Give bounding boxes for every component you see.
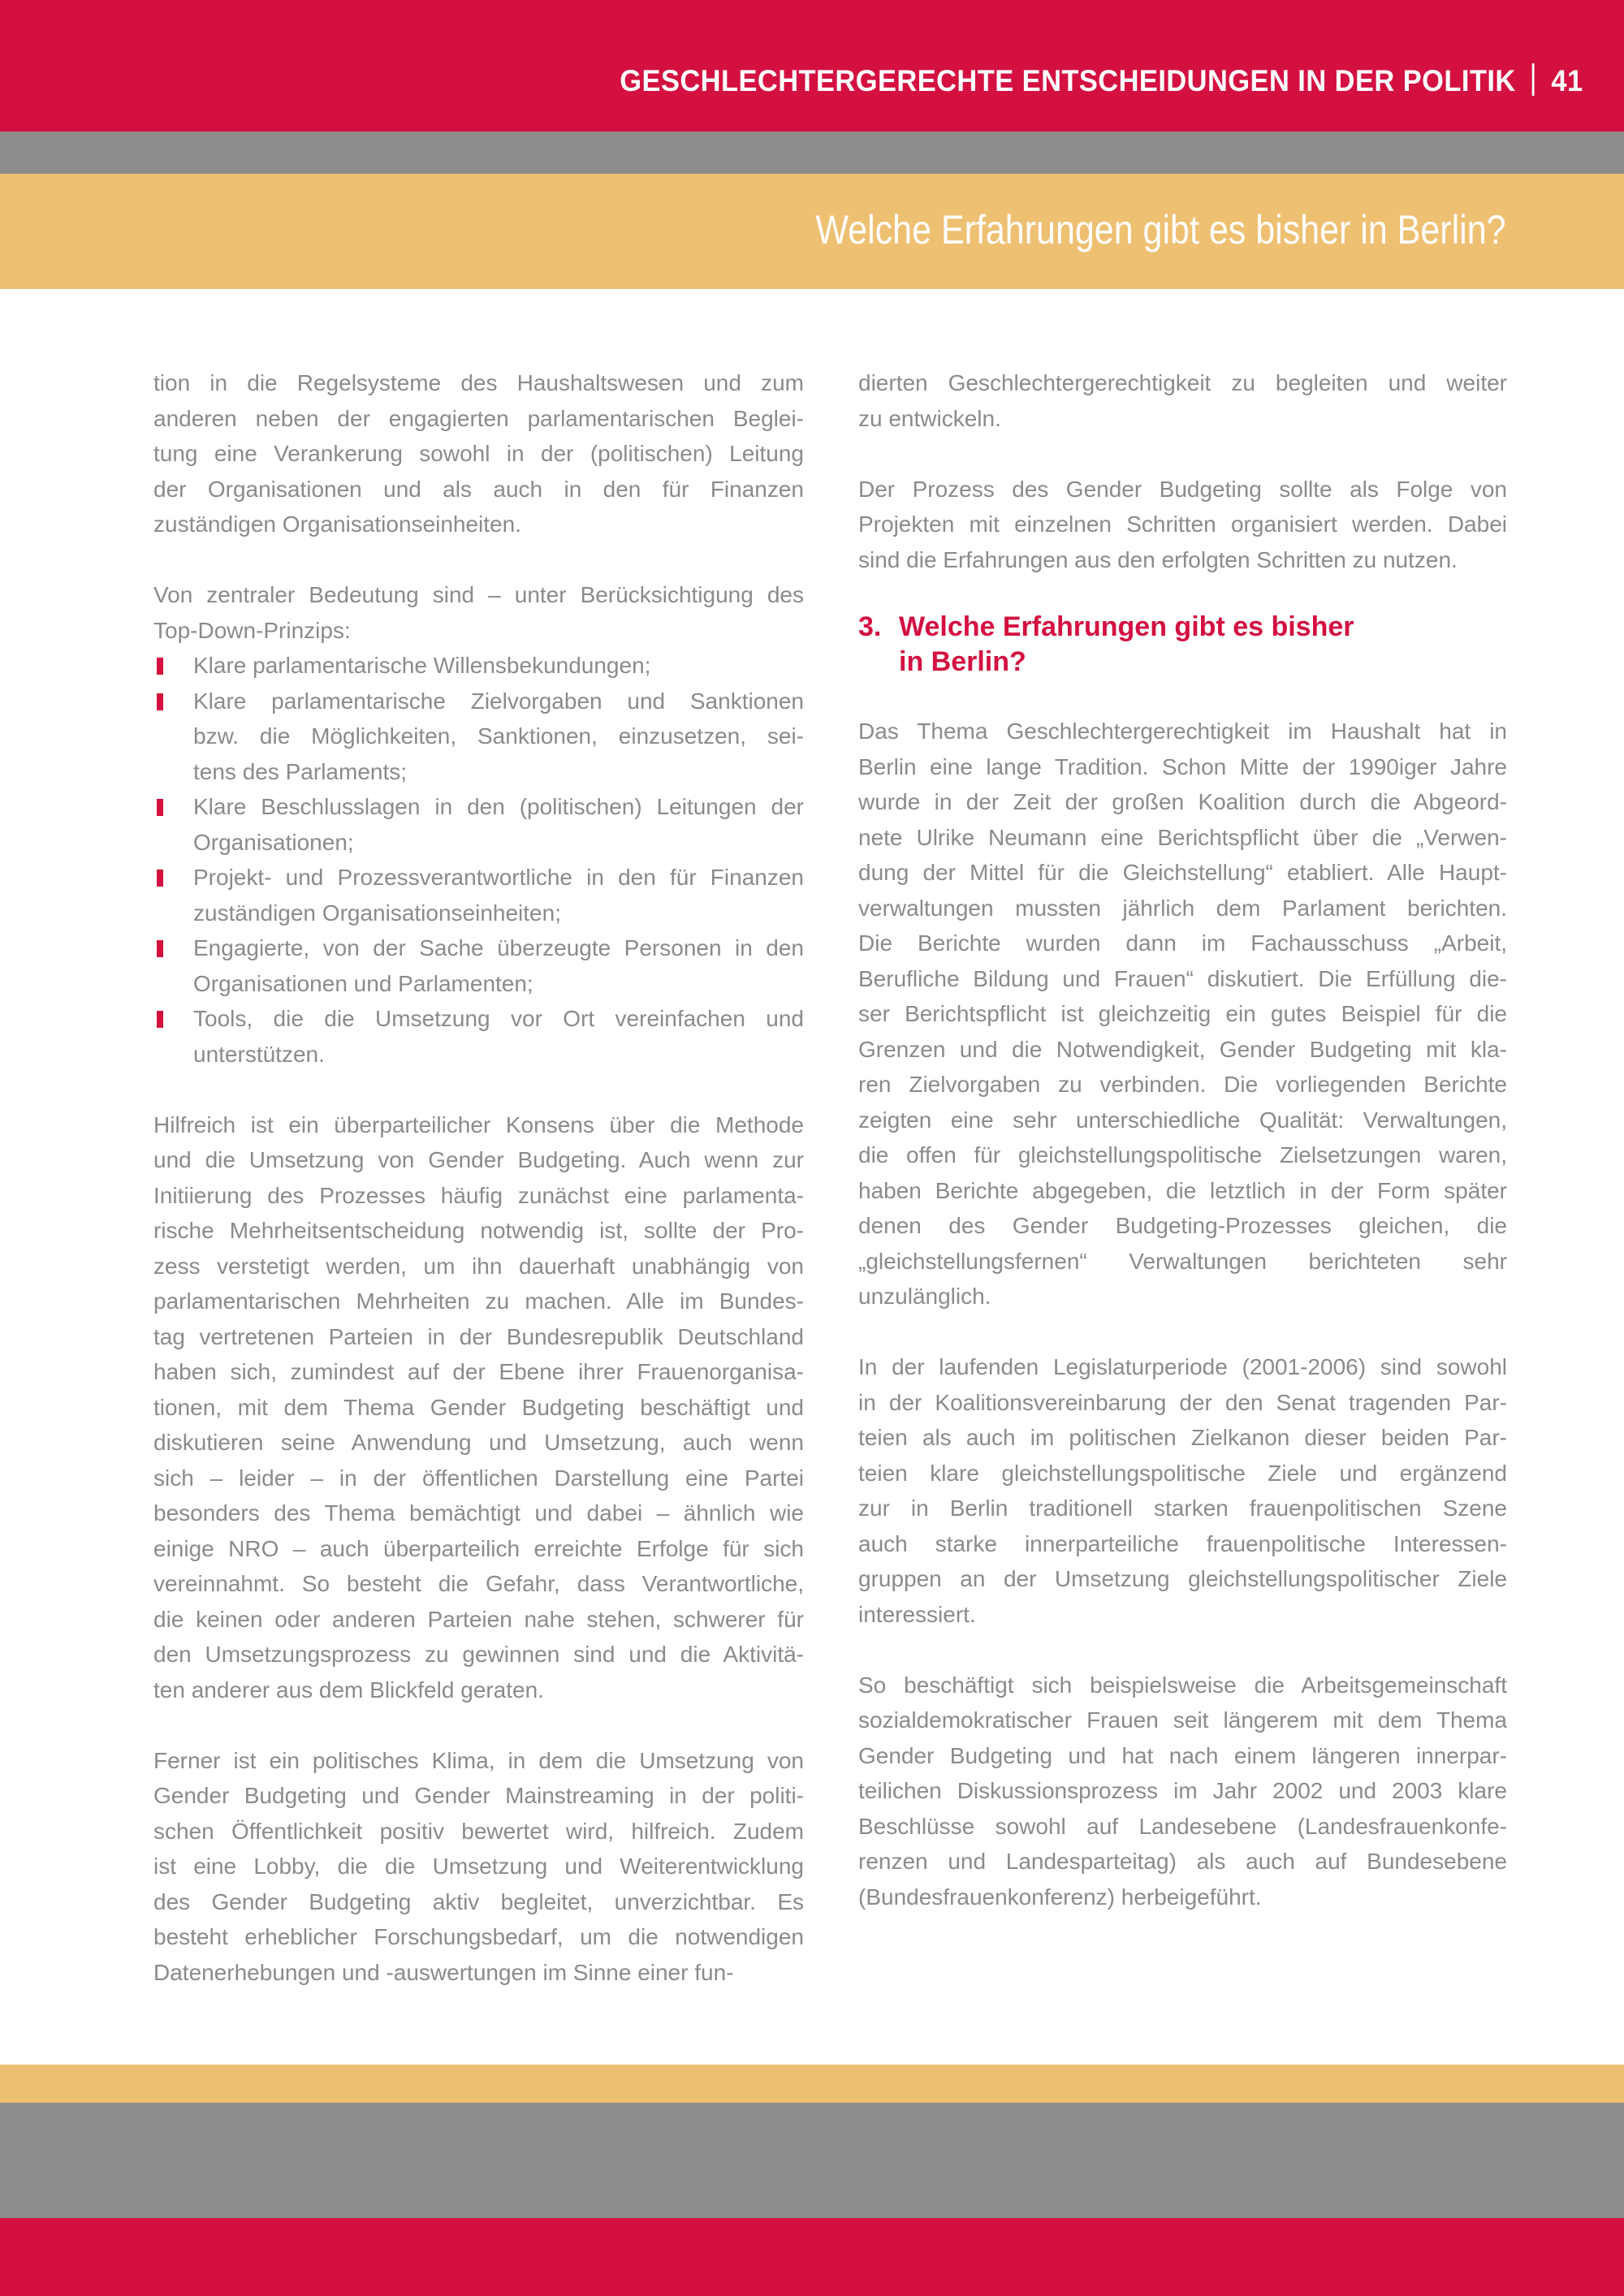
text-line: anderen neben der engagierten parlamentarischen Beglei- bbox=[153, 405, 804, 431]
text-line: Beschlüsse sowohl auf Landesebene (Landesfrauenkonfe- bbox=[858, 1813, 1507, 1839]
bullet-item bbox=[153, 648, 804, 684]
text-line: Engagierte, von der Sache überzeugte Personen in den bbox=[193, 935, 804, 960]
text-line: zuständigen Organisationseinheiten; bbox=[193, 900, 561, 926]
text-line: rische Mehrheitsentscheidung notwendig ist, sollte der Pro- bbox=[153, 1218, 804, 1243]
text-line: besteht erheblicher Forschungsbedarf, um die notwendigen bbox=[153, 1924, 804, 1949]
paragraph bbox=[858, 472, 1507, 578]
text-line: renzen und Landesparteitag) als auch auf Bundesebene bbox=[858, 1849, 1507, 1874]
text-line: Organisationen und Parlamenten; bbox=[193, 970, 533, 996]
text-line: sind die Erfahrungen aus den erfolgten Schritten zu nutzen. bbox=[858, 546, 1458, 572]
text-line: Gender Budgeting und Gender Mainstreaming in der politi- bbox=[153, 1783, 804, 1808]
text-line: gruppen an der Umsetzung gleichstellungspolitischer Ziele bbox=[858, 1566, 1507, 1591]
text-line: Gender Budgeting und hat nach einem längeren innerpar- bbox=[858, 1742, 1507, 1768]
text-line: teien klare gleichstellungspolitische Ziele und ergänzend bbox=[858, 1460, 1507, 1486]
bullet-square-icon bbox=[157, 940, 163, 957]
bullet-square-icon bbox=[157, 870, 163, 887]
paragraph bbox=[153, 365, 804, 542]
bullet-square-icon bbox=[157, 1011, 163, 1028]
text-line: denen des Gender Budgeting-Prozesses gleichen, die bbox=[858, 1213, 1507, 1238]
text-line: besonders des Thema bemächtigt und dabei – ähnlich wie bbox=[153, 1500, 804, 1526]
text-line: schen Öffentlichkeit positiv bewertet wird, hilfreich. Zudem bbox=[153, 1818, 804, 1844]
text-line: Klare parlamentarische Zielvorgaben und Sanktionen bbox=[193, 688, 804, 714]
bullet-item bbox=[153, 684, 804, 790]
text-line: sozialdemokratischer Frauen seit längerem mit dem Thema bbox=[858, 1707, 1507, 1733]
text-line: teien als auch im politischen Zielkanon dieser beiden Par- bbox=[858, 1425, 1507, 1450]
text-line: tionen, mit dem Thema Gender Budgeting beschäftigt und bbox=[153, 1394, 804, 1420]
text-line: dierten Geschlechtergerechtigkeit zu begleiten und weiter bbox=[858, 370, 1507, 395]
text-line: die keinen oder anderen Parteien nahe stehen, schwerer für bbox=[153, 1606, 804, 1632]
text-line: der Organisationen und als auch in den für Finanzen bbox=[153, 476, 804, 502]
separator bbox=[1533, 63, 1535, 96]
text-line: tion in die Regelsysteme des Haushaltswesen und zum bbox=[153, 370, 804, 395]
page-number: 41 bbox=[1551, 64, 1583, 97]
heading-line: in Berlin? bbox=[899, 646, 1026, 677]
text-line: interessiert. bbox=[858, 1601, 976, 1627]
text-line: unterstützen. bbox=[193, 1041, 325, 1067]
text-line: Organisationen; bbox=[193, 829, 354, 855]
text-line: Top-Down-Prinzips: bbox=[153, 617, 351, 643]
text-line: Klare Beschlusslagen in den (politischen) Leitungen der bbox=[193, 794, 804, 819]
text-line: ist eine Lobby, die die Umsetzung und Weiterentwicklung bbox=[153, 1854, 804, 1879]
text-line: Berlin eine lange Tradition. Schon Mitte der 1990iger Jahre bbox=[858, 753, 1507, 779]
heading-number: 3. bbox=[858, 611, 882, 642]
right-column bbox=[858, 365, 1507, 1950]
text-line: zur in Berlin traditionell starken frauenpolitischen Szene bbox=[858, 1495, 1507, 1521]
paragraph bbox=[858, 1349, 1507, 1632]
text-line: bzw. die Möglichkeiten, Sanktionen, einzusetzen, sei- bbox=[193, 723, 804, 749]
text-line: Tools, die die Umsetzung vor Ort vereinfachen und bbox=[193, 1006, 804, 1031]
text-line: tag vertretenen Parteien in der Bundesrepublik Deutschland bbox=[153, 1323, 804, 1349]
paragraph bbox=[858, 365, 1507, 436]
text-line: Berufliche Bildung und Frauen“ diskutiert. Die Erfüllung die- bbox=[858, 965, 1507, 991]
text-line: verwaltungen mussten jährlich dem Parlament berichten. bbox=[858, 895, 1507, 921]
paragraph bbox=[858, 714, 1507, 1314]
text-line: Der Prozess des Gender Budgeting sollte als Folge von bbox=[858, 476, 1507, 502]
heading-line: Welche Erfahrungen gibt es bisher bbox=[899, 611, 1354, 642]
text-line: den Umsetzungsprozess zu gewinnen sind und die Aktivitä- bbox=[153, 1642, 804, 1667]
text-line: „gleichstellungsfernen“ Verwaltungen berichteten sehr bbox=[858, 1248, 1507, 1274]
bullet-square-icon bbox=[157, 658, 163, 675]
text-line: und die Umsetzung von Gender Budgeting. Auch wenn zur bbox=[153, 1147, 804, 1172]
text-line: zeigten eine sehr unterschiedliche Qualität: Verwaltungen, bbox=[858, 1107, 1507, 1133]
text-line: teilichen Diskussionsprozess im Jahr 2002 und 2003 klare bbox=[858, 1778, 1507, 1803]
text-line: Von zentraler Bedeutung sind – unter Berücksichtigung des bbox=[153, 582, 804, 607]
text-line: ten anderer aus dem Blickfeld geraten. bbox=[153, 1677, 544, 1703]
text-line: Datenerhebungen und -auswertungen im Sinne einer fun- bbox=[153, 1959, 734, 1985]
text-line: Projekten mit einzelnen Schritten organisiert werden. Dabei bbox=[858, 511, 1507, 537]
text-line: So beschäftigt sich beispielsweise die Arbeitsgemeinschaft bbox=[858, 1672, 1507, 1698]
bullet-item bbox=[153, 860, 804, 930]
text-line: tens des Parlaments; bbox=[193, 758, 408, 784]
left-column bbox=[153, 365, 804, 2026]
text-line: einige NRO – auch überparteilich erreichte Erfolge für sich bbox=[153, 1535, 804, 1561]
text-line: auch starke innerparteiliche frauenpolitische Interessen- bbox=[858, 1530, 1507, 1556]
bullet-item bbox=[153, 1001, 804, 1072]
text-line: ser Berichtspflicht ist gleichzeitig ein gutes Beispiel für die bbox=[858, 1001, 1507, 1026]
text-line: ren Zielvorgaben zu verbinden. Die vorliegenden Berichte bbox=[858, 1072, 1507, 1097]
footer-gray-band bbox=[0, 2103, 1624, 2218]
text-line: vereinnahmt. So besteht die Gefahr, dass Verantwortliche, bbox=[153, 1571, 804, 1596]
text-line: Das Thema Geschlechtergerechtigkeit im Haushalt hat in bbox=[858, 719, 1507, 744]
text-line: die offen für gleichstellungspolitische Zielsetzungen waren, bbox=[858, 1142, 1507, 1167]
text-line: nete Ulrike Neumann eine Berichtspflicht über die „Verwen- bbox=[858, 824, 1507, 850]
running-header bbox=[620, 63, 1583, 98]
text-line: diskutieren seine Anwendung und Umsetzung, auch wenn bbox=[153, 1430, 804, 1455]
text-line: zess verstetigt werden, um ihn dauerhaft unabhängig von bbox=[153, 1253, 804, 1279]
section-title: Welche Erfahrungen gibt es bisher in Berlin? bbox=[815, 207, 1506, 252]
text-line: dung der Mittel für die Gleichstellung“ etabliert. Alle Haupt- bbox=[858, 860, 1507, 885]
text-line: haben Berichte abgegeben, die letztlich in der Form später bbox=[858, 1177, 1507, 1203]
text-line: des Gender Budgeting aktiv begleitet, unverzichtbar. Es bbox=[153, 1888, 804, 1914]
text-line: wurde in der Zeit der großen Koalition durch die Abgeord- bbox=[858, 789, 1507, 814]
text-line: zu entwickeln. bbox=[858, 405, 1001, 431]
text-line: sich – leider – in der öffentlichen Darstellung eine Partei bbox=[153, 1465, 804, 1491]
text-line: Hilfreich ist ein überparteilicher Konsens über die Methode bbox=[153, 1111, 804, 1137]
section-heading bbox=[858, 610, 1507, 680]
paragraph bbox=[153, 1107, 804, 1708]
bullet-list bbox=[153, 648, 804, 1072]
paragraph bbox=[153, 1743, 804, 1991]
text-line: zuständigen Organisationseinheiten. bbox=[153, 511, 521, 537]
text-line: tung eine Verankerung sowohl in der (politischen) Leitung bbox=[153, 441, 804, 466]
text-line: Ferner ist ein politisches Klima, in dem die Umsetzung von bbox=[153, 1747, 804, 1773]
text-line: unzulänglich. bbox=[858, 1284, 991, 1309]
text-line: In der laufenden Legislaturperiode (2001-2006) sind sowohl bbox=[858, 1354, 1507, 1379]
bullet-square-icon bbox=[157, 799, 163, 816]
text-line: (Bundesfrauenkonferenz) herbeigeführt. bbox=[858, 1884, 1262, 1910]
footer-red-band bbox=[0, 2218, 1624, 2296]
text-line: Projekt- und Prozessverantwortliche in den für Finanzen bbox=[193, 865, 804, 890]
paragraph bbox=[153, 577, 804, 648]
text-line: Die Berichte wurden dann im Fachausschuss „Arbeit, bbox=[858, 930, 1507, 956]
text-line: Initiierung des Prozesses häufig zunächst eine parlamenta- bbox=[153, 1182, 804, 1208]
running-title: GESCHLECHTERGERECHTE ENTSCHEIDUNGEN IN DER POLITIK bbox=[620, 64, 1517, 97]
footer-yellow-band bbox=[0, 2065, 1624, 2103]
text-line: haben sich, zumindest auf der Ebene ihrer Frauenorganisa- bbox=[153, 1359, 804, 1384]
bullet-item bbox=[153, 789, 804, 860]
text-line: in der Koalitionsvereinbarung der den Senat tragenden Par- bbox=[858, 1389, 1507, 1415]
paragraph bbox=[858, 1668, 1507, 1915]
bullet-square-icon bbox=[157, 693, 163, 710]
text-line: Grenzen und die Notwendigkeit, Gender Budgeting mit kla- bbox=[858, 1036, 1507, 1062]
bullet-item bbox=[153, 930, 804, 1001]
text-line: Klare parlamentarische Willensbekundungen; bbox=[193, 653, 651, 678]
header-gray-band bbox=[0, 132, 1624, 174]
text-line: parlamentarischen Mehrheiten zu machen. Alle im Bundes- bbox=[153, 1288, 804, 1314]
